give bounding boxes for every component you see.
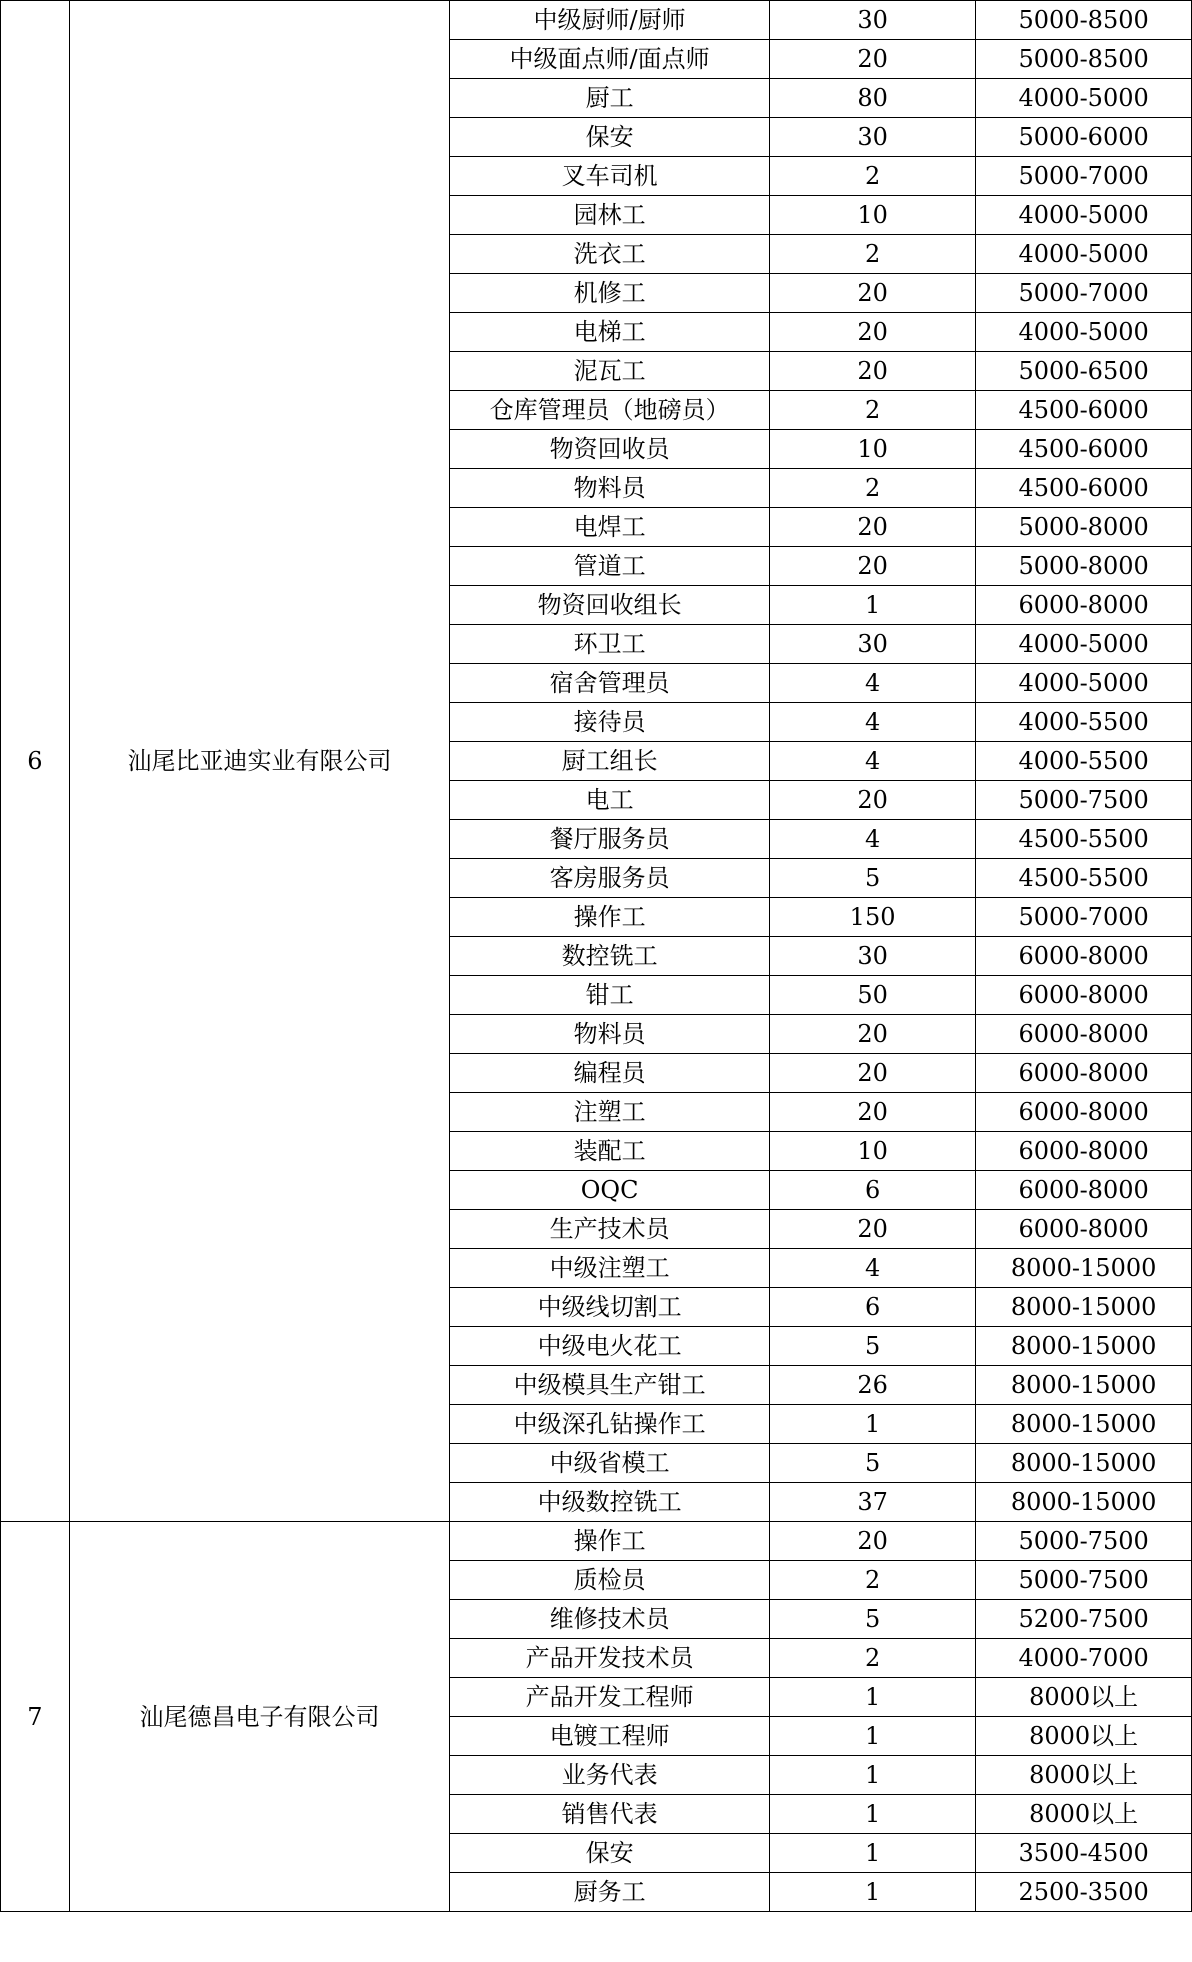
headcount-cell: 2 bbox=[769, 391, 975, 430]
position-cell: 中级电火花工 bbox=[450, 1327, 770, 1366]
headcount-cell: 1 bbox=[769, 1795, 975, 1834]
salary-cell: 4000-5500 bbox=[976, 703, 1192, 742]
headcount-cell: 20 bbox=[769, 40, 975, 79]
headcount-cell: 1 bbox=[769, 1756, 975, 1795]
salary-cell: 5000-6500 bbox=[976, 352, 1192, 391]
salary-cell: 5000-6000 bbox=[976, 118, 1192, 157]
headcount-cell: 20 bbox=[769, 1015, 975, 1054]
headcount-cell: 2 bbox=[769, 469, 975, 508]
salary-cell: 8000-15000 bbox=[976, 1249, 1192, 1288]
salary-cell: 5000-7500 bbox=[976, 1561, 1192, 1600]
position-cell: 仓库管理员（地磅员） bbox=[450, 391, 770, 430]
position-cell: 电工 bbox=[450, 781, 770, 820]
salary-cell: 5000-7000 bbox=[976, 898, 1192, 937]
position-cell: 餐厅服务员 bbox=[450, 820, 770, 859]
company-name-cell: 汕尾德昌电子有限公司 bbox=[69, 1522, 450, 1912]
headcount-cell: 20 bbox=[769, 1093, 975, 1132]
position-cell: 电梯工 bbox=[450, 313, 770, 352]
position-cell: 宿舍管理员 bbox=[450, 664, 770, 703]
position-cell: 中级厨师/厨师 bbox=[450, 1, 770, 40]
salary-cell: 6000-8000 bbox=[976, 1093, 1192, 1132]
headcount-cell: 4 bbox=[769, 820, 975, 859]
headcount-cell: 2 bbox=[769, 1639, 975, 1678]
headcount-cell: 10 bbox=[769, 196, 975, 235]
position-cell: 物料员 bbox=[450, 469, 770, 508]
headcount-cell: 4 bbox=[769, 742, 975, 781]
headcount-cell: 20 bbox=[769, 547, 975, 586]
headcount-cell: 4 bbox=[769, 664, 975, 703]
position-cell: 电焊工 bbox=[450, 508, 770, 547]
salary-cell: 8000-15000 bbox=[976, 1405, 1192, 1444]
headcount-cell: 1 bbox=[769, 1678, 975, 1717]
headcount-cell: 26 bbox=[769, 1366, 975, 1405]
position-cell: 业务代表 bbox=[450, 1756, 770, 1795]
table-body bbox=[1, 1, 1192, 1912]
headcount-cell: 30 bbox=[769, 118, 975, 157]
salary-cell: 6000-8000 bbox=[976, 586, 1192, 625]
position-cell: 接待员 bbox=[450, 703, 770, 742]
salary-cell: 8000以上 bbox=[976, 1795, 1192, 1834]
salary-cell: 5000-8000 bbox=[976, 508, 1192, 547]
position-cell: 泥瓦工 bbox=[450, 352, 770, 391]
headcount-cell: 80 bbox=[769, 79, 975, 118]
salary-cell: 6000-8000 bbox=[976, 1054, 1192, 1093]
salary-cell: 6000-8000 bbox=[976, 1171, 1192, 1210]
position-cell: OQC bbox=[450, 1171, 770, 1210]
position-cell: 园林工 bbox=[450, 196, 770, 235]
salary-cell: 4000-5000 bbox=[976, 196, 1192, 235]
salary-cell: 8000-15000 bbox=[976, 1327, 1192, 1366]
position-cell: 中级模具生产钳工 bbox=[450, 1366, 770, 1405]
salary-cell: 6000-8000 bbox=[976, 1132, 1192, 1171]
salary-cell: 4000-5000 bbox=[976, 664, 1192, 703]
headcount-cell: 20 bbox=[769, 313, 975, 352]
salary-cell: 5200-7500 bbox=[976, 1600, 1192, 1639]
position-cell: 机修工 bbox=[450, 274, 770, 313]
position-cell: 数控铣工 bbox=[450, 937, 770, 976]
headcount-cell: 50 bbox=[769, 976, 975, 1015]
salary-cell: 5000-7500 bbox=[976, 781, 1192, 820]
position-cell: 中级数控铣工 bbox=[450, 1483, 770, 1522]
headcount-cell: 5 bbox=[769, 1444, 975, 1483]
table-row bbox=[1, 1522, 1192, 1561]
salary-cell: 4000-5000 bbox=[976, 235, 1192, 274]
salary-cell: 8000以上 bbox=[976, 1756, 1192, 1795]
salary-cell: 5000-7000 bbox=[976, 157, 1192, 196]
salary-cell: 2500-3500 bbox=[976, 1873, 1192, 1912]
headcount-cell: 1 bbox=[769, 1405, 975, 1444]
position-cell: 产品开发工程师 bbox=[450, 1678, 770, 1717]
position-cell: 厨工 bbox=[450, 79, 770, 118]
headcount-cell: 5 bbox=[769, 1327, 975, 1366]
headcount-cell: 20 bbox=[769, 274, 975, 313]
table-row bbox=[1, 1, 1192, 40]
headcount-cell: 2 bbox=[769, 235, 975, 274]
headcount-cell: 30 bbox=[769, 937, 975, 976]
position-cell: 洗衣工 bbox=[450, 235, 770, 274]
salary-cell: 6000-8000 bbox=[976, 1210, 1192, 1249]
headcount-cell: 5 bbox=[769, 1600, 975, 1639]
headcount-cell: 20 bbox=[769, 781, 975, 820]
headcount-cell: 20 bbox=[769, 1210, 975, 1249]
headcount-cell: 1 bbox=[769, 586, 975, 625]
salary-cell: 5000-8000 bbox=[976, 547, 1192, 586]
headcount-cell: 37 bbox=[769, 1483, 975, 1522]
position-cell: 编程员 bbox=[450, 1054, 770, 1093]
salary-cell: 4500-5500 bbox=[976, 859, 1192, 898]
salary-cell: 8000-15000 bbox=[976, 1483, 1192, 1522]
headcount-cell: 6 bbox=[769, 1288, 975, 1327]
position-cell: 电镀工程师 bbox=[450, 1717, 770, 1756]
position-cell: 操作工 bbox=[450, 1522, 770, 1561]
position-cell: 生产技术员 bbox=[450, 1210, 770, 1249]
position-cell: 中级深孔钻操作工 bbox=[450, 1405, 770, 1444]
headcount-cell: 20 bbox=[769, 1522, 975, 1561]
position-cell: 叉车司机 bbox=[450, 157, 770, 196]
position-cell: 物资回收员 bbox=[450, 430, 770, 469]
position-cell: 质检员 bbox=[450, 1561, 770, 1600]
salary-cell: 5000-7000 bbox=[976, 274, 1192, 313]
headcount-cell: 6 bbox=[769, 1171, 975, 1210]
position-cell: 销售代表 bbox=[450, 1795, 770, 1834]
position-cell: 保安 bbox=[450, 118, 770, 157]
salary-cell: 4500-6000 bbox=[976, 430, 1192, 469]
salary-cell: 4000-5000 bbox=[976, 79, 1192, 118]
position-cell: 中级省模工 bbox=[450, 1444, 770, 1483]
position-cell: 中级线切割工 bbox=[450, 1288, 770, 1327]
salary-cell: 4000-5000 bbox=[976, 625, 1192, 664]
position-cell: 厨工组长 bbox=[450, 742, 770, 781]
salary-cell: 4500-5500 bbox=[976, 820, 1192, 859]
headcount-cell: 150 bbox=[769, 898, 975, 937]
salary-cell: 8000-15000 bbox=[976, 1366, 1192, 1405]
headcount-cell: 30 bbox=[769, 625, 975, 664]
position-cell: 环卫工 bbox=[450, 625, 770, 664]
salary-cell: 5000-8500 bbox=[976, 1, 1192, 40]
headcount-cell: 2 bbox=[769, 157, 975, 196]
salary-cell: 8000-15000 bbox=[976, 1444, 1192, 1483]
position-cell: 注塑工 bbox=[450, 1093, 770, 1132]
position-cell: 中级注塑工 bbox=[450, 1249, 770, 1288]
headcount-cell: 5 bbox=[769, 859, 975, 898]
salary-cell: 4500-6000 bbox=[976, 391, 1192, 430]
headcount-cell: 1 bbox=[769, 1717, 975, 1756]
salary-cell: 8000-15000 bbox=[976, 1288, 1192, 1327]
headcount-cell: 10 bbox=[769, 1132, 975, 1171]
position-cell: 操作工 bbox=[450, 898, 770, 937]
headcount-cell: 1 bbox=[769, 1834, 975, 1873]
headcount-cell: 20 bbox=[769, 508, 975, 547]
headcount-cell: 10 bbox=[769, 430, 975, 469]
headcount-cell: 20 bbox=[769, 352, 975, 391]
position-cell: 钳工 bbox=[450, 976, 770, 1015]
headcount-cell: 1 bbox=[769, 1873, 975, 1912]
salary-cell: 5000-7500 bbox=[976, 1522, 1192, 1561]
position-cell: 装配工 bbox=[450, 1132, 770, 1171]
position-cell: 客房服务员 bbox=[450, 859, 770, 898]
salary-cell: 4000-5500 bbox=[976, 742, 1192, 781]
position-cell: 维修技术员 bbox=[450, 1600, 770, 1639]
salary-cell: 5000-8500 bbox=[976, 40, 1192, 79]
headcount-cell: 4 bbox=[769, 703, 975, 742]
salary-cell: 6000-8000 bbox=[976, 976, 1192, 1015]
position-cell: 厨务工 bbox=[450, 1873, 770, 1912]
salary-cell: 8000以上 bbox=[976, 1717, 1192, 1756]
position-cell: 中级面点师/面点师 bbox=[450, 40, 770, 79]
company-name-cell: 汕尾比亚迪实业有限公司 bbox=[69, 1, 450, 1522]
position-cell: 管道工 bbox=[450, 547, 770, 586]
salary-cell: 4500-6000 bbox=[976, 469, 1192, 508]
position-cell: 保安 bbox=[450, 1834, 770, 1873]
salary-cell: 4000-5000 bbox=[976, 313, 1192, 352]
salary-cell: 6000-8000 bbox=[976, 1015, 1192, 1054]
salary-cell: 6000-8000 bbox=[976, 937, 1192, 976]
position-cell: 物资回收组长 bbox=[450, 586, 770, 625]
salary-cell: 4000-7000 bbox=[976, 1639, 1192, 1678]
position-cell: 产品开发技术员 bbox=[450, 1639, 770, 1678]
headcount-cell: 20 bbox=[769, 1054, 975, 1093]
headcount-cell: 4 bbox=[769, 1249, 975, 1288]
group-number-cell: 6 bbox=[1, 1, 70, 1522]
salary-cell: 8000以上 bbox=[976, 1678, 1192, 1717]
position-cell: 物料员 bbox=[450, 1015, 770, 1054]
headcount-cell: 2 bbox=[769, 1561, 975, 1600]
headcount-cell: 30 bbox=[769, 1, 975, 40]
salary-cell: 3500-4500 bbox=[976, 1834, 1192, 1873]
group-number-cell: 7 bbox=[1, 1522, 70, 1912]
